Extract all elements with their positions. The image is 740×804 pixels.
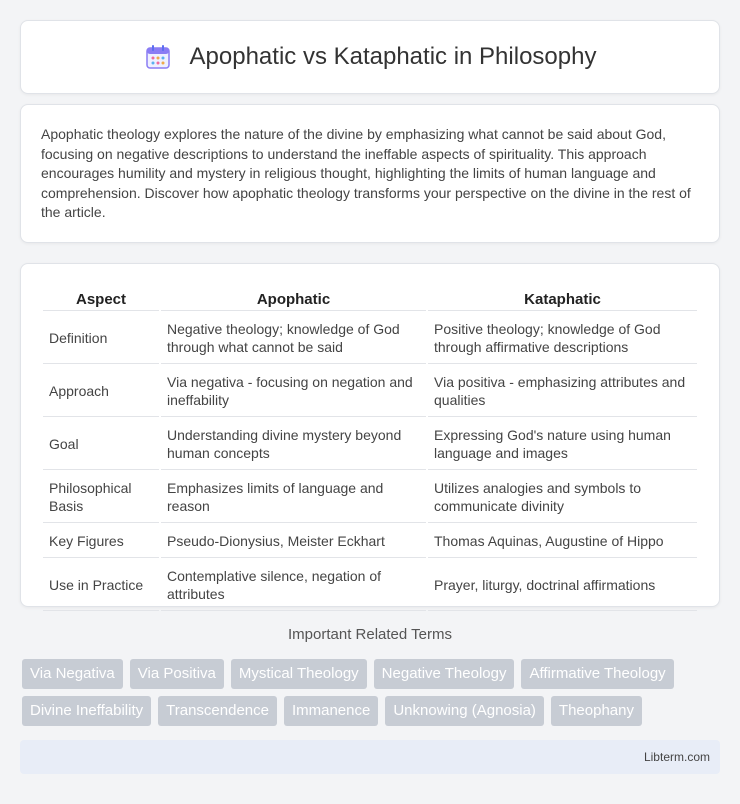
comparison-table: [41, 284, 699, 613]
table-cell-apophatic: Emphasizes limits of language and reason: [161, 472, 426, 523]
related-term-tag[interactable]: Transcendence: [158, 696, 277, 726]
column-header-aspect: Aspect: [43, 286, 159, 311]
table-cell-aspect: Key Figures: [43, 525, 159, 558]
table-header-row: [43, 286, 697, 311]
table-row: [43, 560, 697, 611]
table-row: [43, 525, 697, 558]
table-cell-kataphatic: Via positiva - emphasizing attributes and qualities: [428, 366, 697, 417]
intro-card: [20, 104, 720, 243]
table-cell-kataphatic: Thomas Aquinas, Augustine of Hippo: [428, 525, 697, 558]
table-cell-aspect: Philosophical Basis: [43, 472, 159, 523]
table-cell-aspect: Use in Practice: [43, 560, 159, 611]
related-term-tag[interactable]: Unknowing (Agnosia): [385, 696, 544, 726]
calendar-icon: [144, 43, 172, 71]
table-cell-kataphatic: Prayer, liturgy, doctrinal affirmations: [428, 560, 697, 611]
intro-text: Apophatic theology explores the nature of the divine by emphasizing what cannot be said about God, focusing on negative descriptions to understand the ineffable aspects of spirituality. This approach encourages humility and mystery in religious thought, highlighting the limits of human language and comprehension. Discover how apophatic theology transforms your perspective on the divine in the rest of the article.: [41, 126, 691, 220]
related-term-tag[interactable]: Via Positiva: [130, 659, 224, 689]
table-row: [43, 472, 697, 523]
page-title: Apophatic vs Kataphatic in Philosophy: [189, 43, 597, 70]
table-cell-kataphatic: Expressing God's nature using human language and images: [428, 419, 697, 470]
column-header-apophatic: Apophatic: [161, 286, 426, 311]
table-cell-kataphatic: Positive theology; knowledge of God through affirmative descriptions: [428, 313, 697, 364]
table-cell-kataphatic: Utilizes analogies and symbols to communicate divinity: [428, 472, 697, 523]
footer: [20, 740, 720, 774]
table-row: [43, 313, 697, 364]
related-term-tag[interactable]: Divine Ineffability: [22, 696, 151, 726]
table-cell-apophatic: Pseudo-Dionysius, Meister Eckhart: [161, 525, 426, 558]
footer-site-link[interactable]: Libterm.com: [643, 750, 710, 764]
table-cell-aspect: Goal: [43, 419, 159, 470]
related-term-tag[interactable]: Affirmative Theology: [521, 659, 673, 689]
related-term-tag[interactable]: Mystical Theology: [231, 659, 367, 689]
table-cell-aspect: Approach: [43, 366, 159, 417]
table-row: [43, 419, 697, 470]
table-cell-apophatic: Negative theology; knowledge of God through what cannot be said: [161, 313, 426, 364]
table-cell-apophatic: Understanding divine mystery beyond human concepts: [161, 419, 426, 470]
table-row: [43, 366, 697, 417]
table-cell-aspect: Definition: [43, 313, 159, 364]
related-term-tag[interactable]: Immanence: [284, 696, 378, 726]
related-term-tag[interactable]: Negative Theology: [374, 659, 515, 689]
table-cell-apophatic: Contemplative silence, negation of attributes: [161, 560, 426, 611]
table-cell-apophatic: Via negativa - focusing on negation and ineffability: [161, 366, 426, 417]
header-card: [20, 20, 720, 94]
related-term-tag[interactable]: Theophany: [551, 696, 642, 726]
column-header-kataphatic: Kataphatic: [428, 286, 697, 311]
related-term-tag[interactable]: Via Negativa: [22, 659, 123, 689]
comparison-card: [20, 263, 720, 607]
related-terms-heading: Important Related Terms: [288, 626, 452, 643]
related-terms-list: [22, 659, 722, 726]
